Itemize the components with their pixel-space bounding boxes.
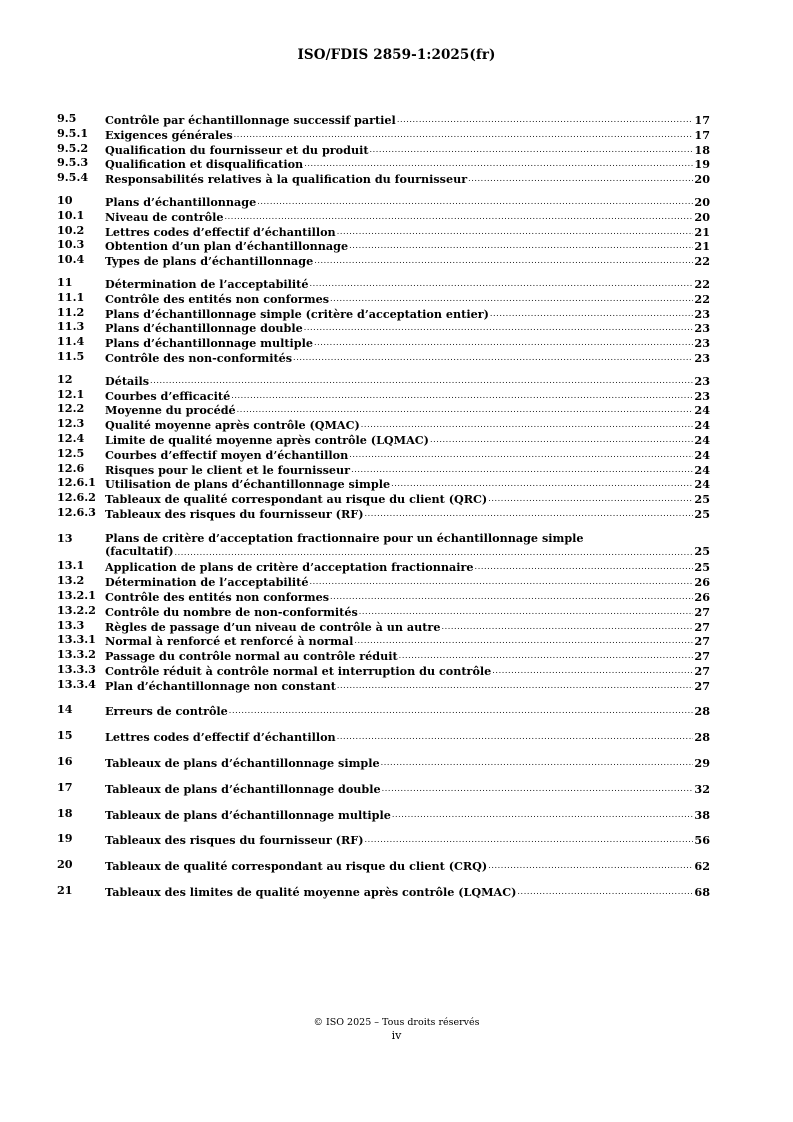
toc-leader [392, 807, 694, 822]
toc-title: Détermination de l’acceptabilité [105, 575, 309, 590]
toc-title: Contrôle des entités non conformes [105, 589, 330, 604]
toc-title: Application de plans de critère d’acceptation fractionnaire [105, 560, 474, 575]
toc-page: 20 [694, 172, 710, 187]
toc-leader [304, 156, 693, 171]
toc-number: 12.6.1 [57, 475, 96, 490]
toc-number: 9.5 [57, 111, 77, 125]
toc-entry[interactable] [57, 320, 710, 335]
toc-number: 9.5.4 [57, 170, 89, 185]
copyright-notice: © ISO 2025 – Tous droits réservés [313, 1017, 480, 1028]
toc-page: 25 [694, 560, 710, 575]
toc-number: 15 [57, 728, 73, 743]
toc-entry[interactable] [57, 589, 710, 604]
toc-title: Qualité moyenne après contrôle (QMAC) [105, 418, 360, 433]
toc-entry[interactable] [57, 532, 710, 560]
toc-leader [175, 545, 694, 560]
toc-entry[interactable] [57, 127, 710, 142]
toc-leader [397, 112, 694, 127]
toc-number: 12.6 [57, 460, 85, 475]
toc-title: Niveau de contrôle [105, 209, 224, 224]
toc-entry[interactable] [57, 276, 710, 291]
toc-entry[interactable] [57, 807, 710, 822]
toc-page: 38 [694, 807, 710, 822]
toc-entry[interactable] [57, 194, 710, 209]
toc-entry[interactable] [57, 633, 710, 648]
toc-title: Utilisation de plans d’échantillonnage simple [105, 477, 391, 492]
toc-page: 21 [694, 224, 710, 239]
toc-title: Responsabilités relatives à la qualification du fournisseur [105, 172, 468, 187]
toc-page: 24 [694, 418, 710, 433]
toc-page: 22 [694, 276, 710, 291]
toc-entry[interactable] [57, 291, 710, 306]
toc-page: 26 [694, 589, 710, 604]
toc-page: 28 [694, 730, 710, 745]
toc-page: 27 [694, 678, 710, 693]
toc-page: 23 [694, 350, 710, 365]
toc-title: Plans de critère d’acceptation fractionnaire pour un échantillonnage simple [105, 530, 584, 545]
toc-leader [257, 194, 693, 209]
toc-title: Obtention d’un plan d’échantillonnage [105, 239, 349, 254]
toc-title: Tableaux des limites de qualité moyenne après contrôle (LQMAC) [105, 885, 517, 900]
toc-number: 12.3 [57, 416, 85, 431]
toc-entry[interactable] [57, 619, 710, 634]
toc-entry[interactable] [57, 648, 710, 663]
toc-page: 20 [694, 209, 710, 224]
toc-title: Tableaux des risques du fournisseur (RF) [105, 506, 364, 521]
toc-entry[interactable] [57, 253, 710, 268]
toc-number: 10.1 [57, 207, 85, 222]
toc-number: 9.5.1 [57, 125, 89, 140]
toc-page: 27 [694, 649, 710, 664]
toc-number: 11.5 [57, 348, 85, 363]
toc-leader [330, 589, 693, 604]
toc-page: 23 [694, 306, 710, 321]
toc-page: 19 [694, 157, 710, 172]
toc-title: Tableaux de plans d’échantillonnage double [105, 781, 381, 796]
toc-number: 13.3.4 [57, 676, 96, 691]
toc-title: Erreurs de contrôle [105, 704, 228, 719]
toc-number: 13 [57, 530, 73, 545]
toc-page: 20 [694, 194, 710, 209]
toc-title: Plans d’échantillonnage multiple [105, 336, 313, 351]
toc-entry[interactable] [57, 462, 710, 477]
toc-title: Normal à renforcé et renforcé à normal [105, 634, 354, 649]
page-footer [0, 1016, 793, 1042]
toc-entry[interactable] [57, 402, 710, 417]
toc-title: Lettres codes d’effectif d’échantillon [105, 730, 336, 745]
toc-title: Risques pour le client et le fournisseur [105, 462, 351, 477]
toc-page: 21 [694, 239, 710, 254]
toc-title: Courbes d’efficacité [105, 388, 231, 403]
toc-title: Types de plans d’échantillonnage [105, 254, 314, 269]
toc-title: Limite de qualité moyenne après contrôle (LQMAC) [105, 432, 429, 447]
toc-title: Plans d’échantillonnage simple (critère d’acceptation entier) [105, 306, 489, 321]
toc-number: 10 [57, 192, 73, 207]
toc-entry[interactable] [57, 238, 710, 253]
toc-entry[interactable] [57, 703, 710, 718]
toc-number: 12.6.3 [57, 504, 96, 519]
toc-page: 27 [694, 619, 710, 634]
toc-entry[interactable] [57, 858, 710, 873]
toc-leader [309, 574, 693, 589]
toc-page: 23 [694, 336, 710, 351]
toc-leader [349, 447, 693, 462]
toc-entry[interactable] [57, 142, 710, 157]
toc-page: 17 [694, 127, 710, 142]
toc-entry[interactable] [57, 559, 710, 574]
toc-number: 13.3.3 [57, 661, 96, 676]
toc-leader [365, 832, 694, 847]
toc-page: 56 [694, 833, 710, 848]
toc-number: 13.3.1 [57, 632, 96, 647]
toc-entry[interactable] [57, 832, 710, 847]
toc-page: 27 [694, 663, 710, 678]
toc-number: 19 [57, 831, 73, 846]
toc-title: Règles de passage d’un niveau de contrôle à un autre [105, 619, 441, 634]
toc-leader [309, 276, 693, 291]
toc-number: 9.5.2 [57, 140, 89, 155]
toc-number: 17 [57, 779, 73, 794]
toc-page: 23 [694, 373, 710, 388]
toc-number: 12.6.2 [57, 490, 96, 505]
toc-entry[interactable] [57, 506, 710, 521]
toc-title: Plans d’échantillonnage double [105, 321, 303, 336]
toc-page: 25 [694, 492, 710, 507]
toc-leader [468, 171, 693, 186]
toc-number: 13.2 [57, 573, 85, 588]
toc-entry[interactable] [57, 224, 710, 239]
toc-entry[interactable] [57, 476, 710, 491]
toc-number: 12.5 [57, 445, 85, 460]
toc-leader [349, 238, 693, 253]
toc-title: Tableaux de qualité correspondant au risque du client (QRC) [105, 492, 488, 507]
toc-leader [225, 209, 694, 224]
toc-leader [441, 619, 693, 634]
toc-page: 32 [694, 781, 710, 796]
toc-leader [293, 350, 693, 365]
toc-number: 12.2 [57, 401, 85, 416]
toc-number: 13.3.2 [57, 647, 96, 662]
toc-number: 12 [57, 371, 73, 386]
toc-title: Courbes d’effectif moyen d’échantillon [105, 447, 349, 462]
toc-page: 17 [694, 113, 710, 127]
toc-title: Tableaux de plans d’échantillonnage multiple [105, 807, 391, 822]
toc-leader [488, 858, 693, 873]
toc-page: 25 [694, 543, 710, 558]
table-of-contents [57, 112, 710, 899]
toc-page: 62 [694, 859, 710, 874]
toc-page: 23 [694, 388, 710, 403]
toc-title: Contrôle par échantillonnage successif partiel [105, 113, 396, 127]
document-header: ISO/FDIS 2859-1:2025(fr) [297, 47, 496, 63]
toc-number: 13.1 [57, 558, 85, 573]
toc-leader [399, 648, 694, 663]
toc-page: 29 [694, 756, 710, 771]
toc-title: Passage du contrôle normal au contrôle réduit [105, 649, 398, 664]
toc-entry[interactable] [57, 604, 710, 619]
toc-entry[interactable] [57, 306, 710, 321]
toc-page: 18 [694, 142, 710, 157]
toc-number: 11.3 [57, 319, 85, 334]
toc-leader [382, 781, 694, 796]
toc-entry[interactable] [57, 678, 710, 693]
toc-entry[interactable] [57, 209, 710, 224]
toc-leader [361, 417, 694, 432]
toc-entry[interactable] [57, 417, 710, 432]
toc-number: 11.2 [57, 304, 85, 319]
toc-page: 68 [694, 885, 710, 900]
toc-title: Exigences générales [105, 127, 233, 142]
toc-page: 24 [694, 403, 710, 418]
toc-number: 11.1 [57, 289, 85, 304]
toc-leader [314, 253, 693, 268]
toc-number: 11.4 [57, 334, 85, 349]
toc-number: 11 [57, 274, 73, 289]
toc-number: 20 [57, 857, 73, 872]
toc-number: 12.4 [57, 430, 85, 445]
toc-page: 27 [694, 604, 710, 619]
toc-number: 10.3 [57, 237, 85, 252]
toc-number: 13.3 [57, 617, 85, 632]
toc-leader [517, 884, 693, 899]
toc-entry[interactable] [57, 781, 710, 796]
toc-number: 14 [57, 702, 73, 717]
toc-title: Contrôle des non-conformités [105, 350, 293, 365]
toc-title: Tableaux des risques du fournisseur (RF) [105, 833, 364, 848]
toc-page: 24 [694, 477, 710, 492]
toc-entry[interactable] [57, 663, 710, 678]
toc-number: 13.2.1 [57, 587, 96, 602]
toc-page: 23 [694, 321, 710, 336]
toc-leader [237, 402, 694, 417]
toc-title: Contrôle réduit à contrôle normal et interruption du contrôle [105, 663, 492, 678]
toc-leader [490, 306, 694, 321]
toc-leader [351, 462, 693, 477]
page-number: iv [391, 1029, 402, 1042]
toc-entry[interactable] [57, 112, 710, 127]
toc-title: Détermination de l’acceptabilité [105, 276, 309, 291]
toc-page: 28 [694, 704, 710, 719]
toc-leader [492, 663, 693, 678]
toc-entry[interactable] [57, 574, 710, 589]
toc-title: Contrôle du nombre de non-conformités [105, 604, 358, 619]
toc-leader [354, 633, 693, 648]
toc-entry[interactable] [57, 447, 710, 462]
toc-entry[interactable] [57, 373, 710, 388]
toc-number: 16 [57, 754, 73, 769]
toc-leader [370, 142, 694, 157]
toc-title: Plan d’échantillonnage non constant [105, 678, 336, 693]
toc-leader [231, 388, 693, 403]
toc-leader [391, 476, 693, 491]
toc-title: Lettres codes d’effectif d’échantillon [105, 224, 336, 239]
toc-page: 24 [694, 447, 710, 462]
toc-page: 27 [694, 634, 710, 649]
toc-entry[interactable] [57, 171, 710, 186]
toc-leader [234, 127, 694, 142]
toc-title: Détails [105, 373, 150, 388]
toc-number: 12.1 [57, 386, 85, 401]
toc-page: 24 [694, 462, 710, 477]
toc-leader [337, 678, 694, 693]
toc-entry[interactable] [57, 156, 710, 171]
toc-page: 25 [694, 506, 710, 521]
toc-page: 26 [694, 575, 710, 590]
toc-entry[interactable] [57, 491, 710, 506]
toc-title: Qualification du fournisseur et du produit [105, 142, 369, 157]
toc-leader [488, 491, 693, 506]
toc-page: 24 [694, 432, 710, 447]
toc-leader [381, 755, 694, 770]
toc-page: 22 [694, 254, 710, 269]
toc-title-continued: (facultatif) [105, 543, 174, 558]
toc-entry[interactable] [57, 432, 710, 447]
toc-entry[interactable] [57, 350, 710, 365]
toc-entry[interactable] [57, 388, 710, 403]
toc-title: Qualification et disqualification [105, 157, 304, 172]
toc-entry[interactable] [57, 335, 710, 350]
toc-leader [337, 729, 694, 744]
toc-title: Tableaux de plans d’échantillonnage simple [105, 756, 380, 771]
toc-leader [430, 432, 693, 447]
toc-leader [229, 703, 694, 718]
toc-leader [337, 224, 694, 239]
toc-leader [330, 291, 693, 306]
toc-title: Tableaux de qualité correspondant au risque du client (CRQ) [105, 859, 488, 874]
toc-number: 18 [57, 805, 73, 820]
toc-title: Plans d’échantillonnage [105, 194, 257, 209]
toc-title: Moyenne du procédé [105, 403, 236, 418]
toc-page: 22 [694, 291, 710, 306]
toc-leader [314, 335, 693, 350]
toc-title: Contrôle des entités non conformes [105, 291, 330, 306]
toc-leader [150, 373, 693, 388]
toc-entry[interactable] [57, 755, 710, 770]
toc-number: 9.5.3 [57, 155, 89, 170]
toc-entry[interactable] [57, 884, 710, 899]
toc-number: 21 [57, 883, 73, 898]
toc-leader [304, 320, 694, 335]
toc-leader [365, 506, 694, 521]
toc-leader [475, 559, 694, 574]
toc-entry[interactable] [57, 729, 710, 744]
toc-number: 10.4 [57, 252, 85, 267]
toc-leader [359, 604, 694, 619]
toc-number: 10.2 [57, 222, 85, 237]
toc-number: 13.2.2 [57, 602, 96, 617]
